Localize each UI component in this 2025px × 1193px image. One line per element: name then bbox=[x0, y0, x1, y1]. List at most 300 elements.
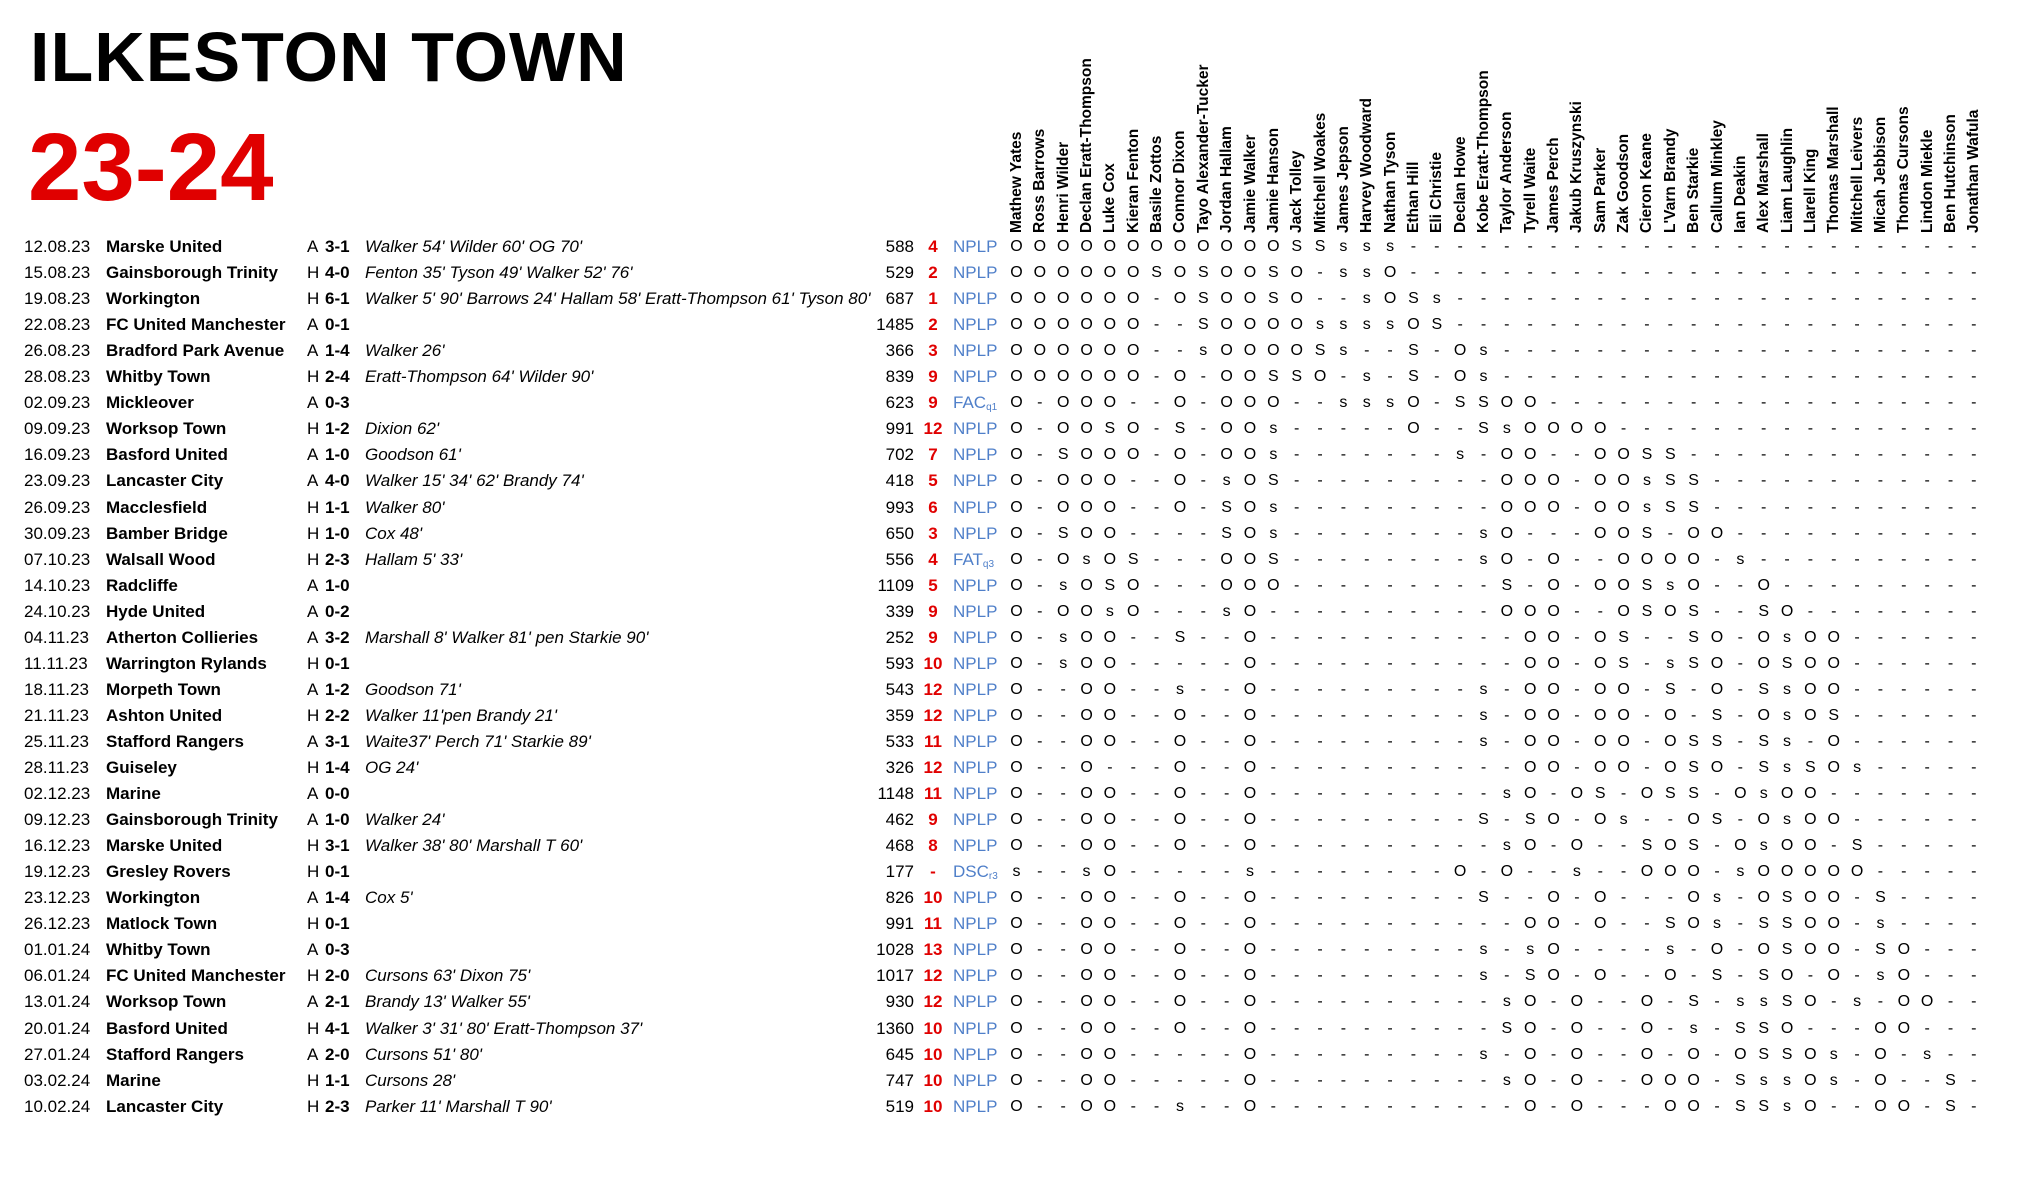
score: 2-2 bbox=[325, 705, 350, 725]
match-date: 16.12.23 bbox=[24, 836, 91, 856]
appearance-mark: s bbox=[1853, 759, 1862, 776]
appearance-mark: - bbox=[1574, 706, 1580, 724]
appearance-mark: s bbox=[1479, 967, 1488, 985]
appearance-mark: - bbox=[1153, 524, 1160, 542]
player-column-header: Liam Laughlin bbox=[1778, 127, 1796, 233]
appearance-mark: O bbox=[1664, 732, 1677, 750]
appearance-mark: - bbox=[1877, 550, 1884, 568]
appearance-mark: - bbox=[1761, 550, 1767, 568]
appearance-mark: - bbox=[1527, 524, 1533, 542]
appearance-mark: s bbox=[1783, 680, 1792, 698]
appearance-mark: O bbox=[1010, 238, 1023, 255]
competition-code: NPLP bbox=[953, 679, 998, 699]
appearance-mark: O bbox=[1080, 342, 1093, 360]
appearance-mark: - bbox=[1947, 811, 1954, 829]
appearance-mark: - bbox=[1387, 1045, 1393, 1063]
appearance-mark: s bbox=[1759, 785, 1768, 803]
match-row bbox=[0, 1094, 2025, 1120]
competition bbox=[953, 521, 997, 547]
appearance-mark: O bbox=[1010, 811, 1023, 829]
player-column-header: Jamie Hanson bbox=[1264, 127, 1282, 233]
appearance-mark: - bbox=[1644, 420, 1650, 438]
appearance-mark: O bbox=[1243, 602, 1257, 620]
appearance-mark: O bbox=[1710, 759, 1724, 776]
player-column-header: Nathan Tyson bbox=[1381, 131, 1399, 233]
appearance-mark: O bbox=[1127, 264, 1140, 282]
appearance-mark: - bbox=[1947, 967, 1954, 985]
appearance-mark: - bbox=[1270, 915, 1276, 933]
goalscorers: Walker 3' 31' 80' Eratt-Thompson 37' bbox=[365, 1018, 643, 1038]
league-position: 10 bbox=[923, 653, 943, 673]
appearance-mark: S bbox=[1758, 915, 1770, 933]
appearance-mark: - bbox=[1644, 342, 1650, 360]
appearance-mark: - bbox=[1550, 342, 1557, 360]
appearance-mark: - bbox=[1831, 602, 1837, 620]
appearance-mark: - bbox=[1480, 1071, 1487, 1089]
opponent-name: Workington bbox=[106, 289, 201, 309]
appearance-mark: - bbox=[1947, 394, 1954, 412]
appearance-mark: - bbox=[1784, 316, 1790, 334]
appearance-mark: s bbox=[1502, 785, 1511, 803]
appearance-mark: - bbox=[1644, 238, 1650, 255]
appearance-mark: O bbox=[1500, 498, 1514, 516]
player-column-header: Lindon Miekle bbox=[1918, 129, 1936, 233]
match-row bbox=[0, 677, 2025, 703]
goalscorers: Walker 24' bbox=[365, 810, 445, 830]
appearance-mark: - bbox=[1223, 628, 1230, 646]
appearance-mark: O bbox=[1617, 759, 1630, 776]
appearance-mark: - bbox=[1901, 1045, 1907, 1063]
appearance-mark: - bbox=[1527, 863, 1533, 881]
appearance-mark: S bbox=[1664, 446, 1676, 464]
appearance-mark: - bbox=[1200, 863, 1206, 881]
appearance-mark: S bbox=[1174, 628, 1186, 646]
attendance: 702 bbox=[885, 445, 914, 465]
appearance-mark: - bbox=[1340, 915, 1347, 933]
appearance-mark: O bbox=[1243, 732, 1257, 750]
appearance-mark: O bbox=[1080, 524, 1093, 542]
appearance-mark: - bbox=[1667, 1045, 1673, 1063]
appearance-mark: - bbox=[1434, 238, 1440, 255]
appearance-mark: - bbox=[1177, 1071, 1183, 1089]
appearance-mark: - bbox=[1410, 1097, 1417, 1115]
venue: H bbox=[307, 419, 320, 439]
player-column-header: James Perch bbox=[1545, 137, 1563, 233]
appearance-mark: - bbox=[1971, 706, 1977, 724]
appearance-mark: s bbox=[1479, 1045, 1488, 1063]
appearance-mark: - bbox=[1644, 680, 1650, 698]
appearance-mark: O bbox=[1664, 759, 1677, 776]
competition bbox=[953, 442, 997, 468]
appearance-mark: - bbox=[1294, 602, 1300, 620]
player-column-header: Ben Hutchinson bbox=[1942, 114, 1959, 233]
appearance-mark: - bbox=[1574, 342, 1580, 360]
venue: A bbox=[307, 601, 319, 621]
player-header bbox=[0, 0, 2025, 235]
appearance-mark: - bbox=[1924, 967, 1930, 985]
appearance-mark: O bbox=[1687, 550, 1700, 568]
appearance-mark: - bbox=[1364, 785, 1370, 803]
player-column-header: Zak Goodson bbox=[1615, 133, 1633, 233]
player-column-header: Jamie Walker bbox=[1241, 134, 1259, 233]
appearance-mark: S bbox=[1478, 420, 1489, 438]
appearance-mark: - bbox=[1924, 1019, 1930, 1037]
appearance-mark: - bbox=[1924, 732, 1930, 750]
appearance-mark: - bbox=[1457, 420, 1463, 438]
appearance-mark: - bbox=[1153, 863, 1160, 881]
appearance-mark: - bbox=[1457, 524, 1463, 542]
appearance-mark: O bbox=[1173, 811, 1187, 829]
competition bbox=[953, 260, 997, 286]
appearance-mark: - bbox=[1831, 394, 1837, 412]
appearance-mark: - bbox=[1971, 1097, 1977, 1115]
appearance-mark: O bbox=[1523, 732, 1537, 750]
appearance-mark: - bbox=[1550, 1097, 1557, 1115]
goalscorers: Walker 15' 34' 62' Brandy 74' bbox=[365, 471, 584, 491]
appearance-mark: - bbox=[1924, 706, 1930, 724]
appearance-mark: O bbox=[1173, 394, 1187, 412]
appearance-mark: O bbox=[1103, 550, 1117, 568]
appearance-mark: O bbox=[1010, 394, 1023, 412]
appearance-mark: O bbox=[1103, 316, 1117, 334]
player-column-header: Thomas Cursons bbox=[1895, 106, 1913, 233]
appearance-mark: s bbox=[1666, 654, 1675, 672]
appearance-mark: - bbox=[1924, 1097, 1930, 1115]
appearance-mark: O bbox=[1173, 706, 1187, 724]
appearance-mark: O bbox=[1010, 602, 1023, 620]
score: 3-1 bbox=[325, 237, 350, 256]
league-position: 9 bbox=[928, 627, 938, 647]
player-column-header: Henri Wilder bbox=[1054, 141, 1072, 233]
appearance-mark: S bbox=[1664, 680, 1676, 698]
appearance-mark: s bbox=[1316, 316, 1325, 334]
appearance-mark: O bbox=[1080, 941, 1093, 959]
appearance-mark: S bbox=[1781, 915, 1793, 933]
appearance-mark: O bbox=[1827, 863, 1840, 881]
attendance: 543 bbox=[885, 679, 914, 699]
appearance-mark: O bbox=[1640, 993, 1654, 1011]
appearance-mark: O bbox=[1010, 1019, 1023, 1037]
appearance-mark: O bbox=[1103, 680, 1117, 698]
score: 2-0 bbox=[325, 1044, 350, 1064]
appearance-mark: - bbox=[1854, 1071, 1860, 1089]
appearance-mark: S bbox=[1945, 1097, 1956, 1115]
appearance-mark: - bbox=[1854, 967, 1860, 985]
appearance-mark: O bbox=[1103, 654, 1117, 672]
appearance-mark: - bbox=[1294, 863, 1300, 881]
appearance-mark: - bbox=[1200, 706, 1206, 724]
appearance-mark: - bbox=[1550, 1045, 1557, 1063]
appearance-mark: - bbox=[1761, 498, 1767, 516]
appearance-mark: - bbox=[1550, 238, 1557, 255]
appearance-mark: - bbox=[1574, 576, 1580, 594]
match-date: 02.12.23 bbox=[24, 784, 91, 804]
appearance-mark: - bbox=[1270, 1071, 1276, 1089]
appearance-mark: - bbox=[1807, 550, 1814, 568]
score: 1-4 bbox=[325, 341, 350, 361]
appearance-mark: - bbox=[1457, 759, 1463, 776]
appearance-mark: - bbox=[1364, 680, 1370, 698]
appearance-mark: O bbox=[1080, 420, 1093, 438]
appearance-mark: - bbox=[1364, 628, 1370, 646]
appearance-mark: - bbox=[1831, 576, 1837, 594]
appearance-mark: O bbox=[1804, 628, 1817, 646]
appearance-mark: O bbox=[1033, 238, 1047, 255]
appearance-mark: - bbox=[1831, 785, 1837, 803]
appearance-mark: s bbox=[1502, 1071, 1511, 1089]
competition-code: NPLP bbox=[953, 731, 998, 751]
appearance-mark: - bbox=[1200, 837, 1206, 855]
appearance-mark: - bbox=[1714, 576, 1720, 594]
appearance-mark: - bbox=[1597, 993, 1603, 1011]
appearance-mark: S bbox=[1688, 628, 1699, 646]
appearance-mark: - bbox=[1410, 524, 1417, 542]
appearance-mark: - bbox=[1877, 785, 1884, 803]
appearance-mark: - bbox=[1294, 967, 1300, 985]
appearance-mark: S bbox=[1268, 472, 1279, 490]
opponent-name: Bradford Park Avenue bbox=[106, 341, 285, 361]
appearance-mark: s bbox=[1269, 524, 1278, 542]
attendance: 993 bbox=[885, 497, 914, 517]
appearance-mark: S bbox=[1664, 785, 1676, 803]
appearance-mark: O bbox=[1173, 368, 1187, 386]
appearance-mark: - bbox=[1130, 863, 1136, 881]
appearance-mark: S bbox=[1781, 654, 1793, 672]
attendance: 1485 bbox=[876, 315, 914, 335]
appearance-mark: - bbox=[1807, 446, 1814, 464]
appearance-mark: O bbox=[1734, 785, 1747, 803]
appearance-mark: - bbox=[1831, 238, 1837, 255]
competition bbox=[953, 989, 997, 1015]
appearance-mark: - bbox=[1364, 941, 1370, 959]
appearance-mark: - bbox=[1574, 602, 1580, 620]
appearance-mark: - bbox=[1340, 1019, 1347, 1037]
appearance-mark: O bbox=[1243, 446, 1257, 464]
appearance-mark: - bbox=[1574, 889, 1580, 907]
appearance-mark: - bbox=[1854, 1045, 1860, 1063]
score: 0-3 bbox=[325, 393, 350, 413]
competition-code: DSC bbox=[953, 862, 989, 882]
appearance-mark: - bbox=[1947, 264, 1954, 282]
goalscorers: Fenton 35' Tyson 49' Walker 52' 76' bbox=[365, 263, 633, 283]
appearance-mark: - bbox=[1130, 472, 1136, 490]
appearance-mark: - bbox=[1831, 368, 1837, 386]
appearance-mark: - bbox=[1060, 706, 1066, 724]
appearance-mark: - bbox=[1364, 1019, 1370, 1037]
appearance-mark: - bbox=[1223, 993, 1230, 1011]
appearance-mark: - bbox=[1200, 915, 1206, 933]
appearance-mark: - bbox=[1924, 628, 1930, 646]
player-column-header: Eli Christie bbox=[1428, 152, 1446, 233]
player-column-header: Ross Barrows bbox=[1031, 128, 1049, 233]
score: 3-2 bbox=[325, 627, 350, 647]
appearance-mark: - bbox=[1434, 602, 1440, 620]
venue: H bbox=[307, 705, 320, 725]
attendance: 1360 bbox=[876, 1018, 914, 1038]
appearance-mark: - bbox=[1924, 863, 1930, 881]
appearance-mark: - bbox=[1831, 290, 1837, 308]
appearance-mark: O bbox=[1874, 1045, 1887, 1063]
competition-code: NPLP bbox=[953, 1070, 998, 1090]
appearance-mark: - bbox=[1971, 264, 1977, 282]
appearance-mark: - bbox=[1924, 446, 1930, 464]
appearance-mark: - bbox=[1784, 394, 1790, 412]
appearance-mark: - bbox=[1854, 576, 1860, 594]
goalscorers: Eratt-Thompson 64' Wilder 90' bbox=[365, 367, 594, 387]
appearance-mark: - bbox=[1644, 368, 1650, 386]
appearance-mark: - bbox=[1877, 342, 1884, 360]
appearance-mark: O bbox=[1523, 785, 1537, 803]
appearance-mark: - bbox=[1223, 706, 1230, 724]
appearance-mark: O bbox=[1453, 863, 1467, 881]
appearance-mark: O bbox=[1757, 706, 1770, 724]
league-position: 10 bbox=[923, 1044, 943, 1064]
competition-code: NPLP bbox=[953, 992, 998, 1012]
appearance-mark: - bbox=[1924, 837, 1930, 855]
appearance-mark: - bbox=[1737, 446, 1743, 464]
appearance-mark: - bbox=[1574, 759, 1580, 776]
appearance-mark: - bbox=[1504, 915, 1510, 933]
appearance-mark: - bbox=[1270, 680, 1276, 698]
appearance-mark: - bbox=[1340, 759, 1347, 776]
appearance-mark: S bbox=[1314, 238, 1326, 255]
appearance-mark: - bbox=[1340, 628, 1347, 646]
appearance-mark: - bbox=[1434, 863, 1440, 881]
opponent-name: FC United Manchester bbox=[106, 966, 286, 986]
appearance-mark: O bbox=[1664, 837, 1677, 855]
appearance-mark: S bbox=[1057, 446, 1069, 464]
match-row bbox=[0, 1068, 2025, 1094]
league-position: 12 bbox=[923, 419, 943, 439]
appearance-mark: O bbox=[1220, 316, 1233, 334]
league-position: 10 bbox=[923, 1070, 943, 1090]
appearance-mark: - bbox=[1480, 759, 1487, 776]
appearance-mark: - bbox=[1737, 524, 1743, 542]
appearance-mark: - bbox=[1153, 1071, 1160, 1089]
appearance-mark: O bbox=[1640, 863, 1654, 881]
appearance-mark: s bbox=[1105, 602, 1114, 620]
appearance-mark: - bbox=[1387, 680, 1393, 698]
league-position: 12 bbox=[923, 705, 943, 725]
appearance-mark: - bbox=[1060, 1071, 1066, 1089]
appearance-mark: - bbox=[1223, 680, 1230, 698]
appearance-mark: O bbox=[1220, 264, 1233, 282]
appearance-mark: O bbox=[1103, 967, 1117, 985]
appearance-mark: - bbox=[1457, 1019, 1463, 1037]
competition-code: NPLP bbox=[953, 784, 998, 804]
opponent-name: Ashton United bbox=[106, 705, 223, 725]
appearance-mark: - bbox=[1037, 732, 1043, 750]
appearance-mark: - bbox=[1947, 863, 1954, 881]
appearance-mark: - bbox=[1223, 811, 1230, 829]
appearance-mark: - bbox=[1060, 889, 1066, 907]
appearance-mark: - bbox=[1667, 628, 1673, 646]
appearance-mark: - bbox=[1504, 706, 1510, 724]
score: 6-1 bbox=[325, 289, 350, 309]
appearance-mark: - bbox=[1153, 602, 1160, 620]
appearance-mark: - bbox=[1574, 394, 1580, 412]
appearance-mark: - bbox=[1457, 550, 1463, 568]
appearance-mark: - bbox=[1387, 550, 1393, 568]
appearance-mark: - bbox=[1200, 811, 1206, 829]
appearance-mark: - bbox=[1854, 472, 1860, 490]
appearance-mark: - bbox=[1877, 264, 1884, 282]
appearance-mark: O bbox=[1500, 863, 1514, 881]
appearance-mark: - bbox=[1620, 1071, 1627, 1089]
appearance-mark: S bbox=[1758, 1097, 1770, 1115]
appearance-mark: - bbox=[1130, 915, 1136, 933]
appearance-mark: - bbox=[1901, 368, 1907, 386]
venue: H bbox=[307, 1070, 320, 1090]
appearance-mark: O bbox=[1804, 785, 1817, 803]
appearance-mark: O bbox=[1243, 238, 1257, 255]
appearance-mark: - bbox=[1574, 628, 1580, 646]
appearance-mark: - bbox=[1364, 967, 1370, 985]
appearance-mark: O bbox=[1827, 680, 1840, 698]
appearance-mark: s bbox=[1923, 1045, 1932, 1063]
appearance-mark: s bbox=[1666, 576, 1675, 594]
appearance-mark: - bbox=[1130, 498, 1136, 516]
appearance-mark: S bbox=[1688, 993, 1699, 1011]
player-column-header: Tayo Alexander-Tucker bbox=[1194, 64, 1212, 233]
appearance-mark: s bbox=[1362, 290, 1371, 308]
appearance-mark: S bbox=[1781, 941, 1793, 959]
match-date: 27.01.24 bbox=[24, 1044, 91, 1064]
appearance-mark: - bbox=[1294, 941, 1300, 959]
appearance-mark: O bbox=[1523, 915, 1537, 933]
appearance-mark: s bbox=[1502, 420, 1511, 438]
appearance-mark: - bbox=[1410, 602, 1417, 620]
appearance-mark: - bbox=[1410, 550, 1417, 568]
appearance-mark: - bbox=[1130, 1097, 1136, 1115]
appearance-mark: O bbox=[1080, 759, 1093, 776]
appearance-mark: O bbox=[1617, 706, 1630, 724]
appearance-mark: - bbox=[1924, 368, 1930, 386]
appearance-mark: - bbox=[1877, 837, 1884, 855]
appearance-mark: - bbox=[1340, 524, 1347, 542]
venue: A bbox=[307, 1044, 319, 1064]
appearance-mark: - bbox=[1200, 576, 1206, 594]
appearance-mark: S bbox=[1057, 524, 1069, 542]
attendance: 519 bbox=[885, 1096, 914, 1116]
appearance-mark: - bbox=[1924, 290, 1930, 308]
appearance-mark: - bbox=[1153, 706, 1160, 724]
appearance-mark: s bbox=[1479, 732, 1488, 750]
opponent-name: Mickleover bbox=[106, 393, 194, 413]
appearance-mark: - bbox=[1410, 811, 1417, 829]
appearance-mark: - bbox=[1060, 1019, 1066, 1037]
appearance-mark: - bbox=[1364, 654, 1370, 672]
appearance-mark: - bbox=[1831, 316, 1837, 334]
appearance-mark: - bbox=[1364, 1097, 1370, 1115]
appearance-mark: S bbox=[1408, 368, 1419, 386]
appearance-mark: - bbox=[1550, 316, 1557, 334]
attendance: 650 bbox=[885, 523, 914, 543]
appearance-mark: - bbox=[1901, 863, 1907, 881]
appearance-mark: - bbox=[1737, 706, 1743, 724]
appearance-mark: O bbox=[1010, 342, 1023, 360]
appearance-mark: - bbox=[1737, 420, 1743, 438]
appearance-mark: - bbox=[1130, 993, 1136, 1011]
appearance-mark: O bbox=[1103, 238, 1117, 255]
appearance-mark: O bbox=[1827, 811, 1840, 829]
appearance-mark: - bbox=[1690, 706, 1697, 724]
appearance-mark: - bbox=[1574, 654, 1580, 672]
appearance-mark: - bbox=[1037, 1045, 1043, 1063]
appearance-mark: O bbox=[1687, 915, 1700, 933]
appearance-mark: O bbox=[1010, 550, 1023, 568]
appearance-mark: - bbox=[1340, 420, 1347, 438]
